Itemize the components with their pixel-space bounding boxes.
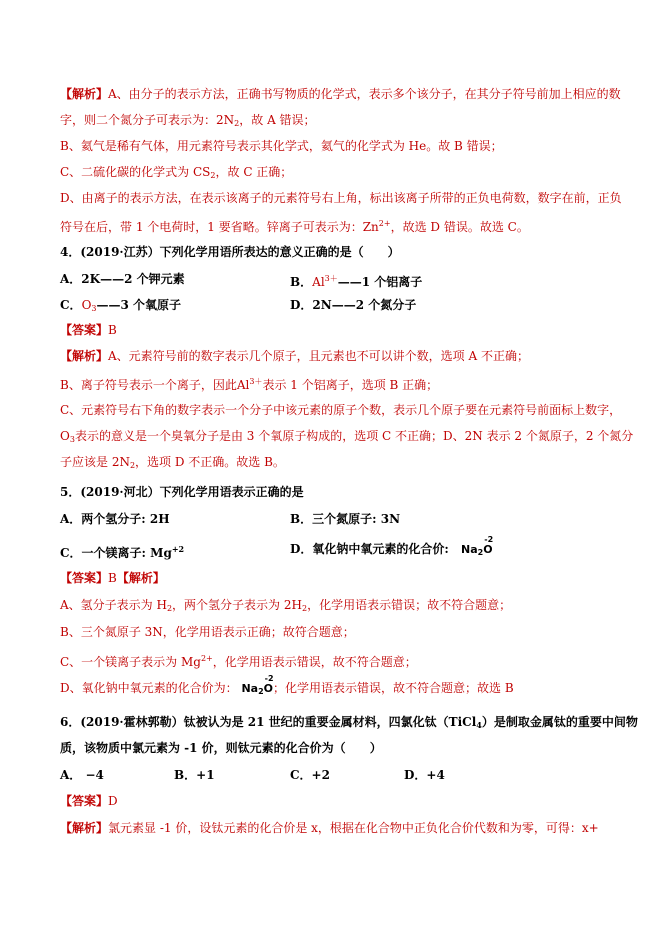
q5-stem: 5．(2019·河北）下列化学用语表示正确的是 xyxy=(60,485,304,499)
q4-stem: 4．(2019·江苏）下列化学用语所表达的意义正确的是（ ） xyxy=(60,245,400,259)
q6-option-c: C．+2 xyxy=(290,768,330,782)
q6-analysis-line1: 【解析】氯元素显 -1 价，设钛元素的化合价是 x，根据在化合物中正负化合价代数和为零，可得：x+ xyxy=(60,821,599,835)
q6-option-b: B．+1 xyxy=(174,768,215,782)
q5-option-c: C．一个镁离子: $Mg^{+2}$ xyxy=(60,544,185,560)
q4-answer: 【答案】B xyxy=(60,323,117,337)
q4-analysis-line1: 【解析】A、元素符号前的数字表示几个原子，且元素也不可以讲个数，选项 A 不正确； xyxy=(60,349,529,363)
q5-option-d: D．氧化钠中氧元素的化合价: $Na_2$ -2 O xyxy=(290,541,493,561)
q4-option-d: D．2N——2 个氮分子 xyxy=(290,298,417,312)
q4-analysis-line5: 子应该是 $2N_2$，选项 D 不正确。故选 B。 xyxy=(60,455,285,470)
q5-analysis-line2: B、三个氮原子 3N，化学用语表示正确；故符合题意； xyxy=(60,625,355,639)
q3-analysis-line2: 字，则二个氮分子可表示为：$2N_2$，故 A 错误； xyxy=(60,113,316,128)
q6-option-d: D．+4 xyxy=(404,768,445,782)
q4-option-a: A．2K——2 个钾元素 xyxy=(60,272,185,286)
analysis-tag: 【解析】 xyxy=(60,87,109,101)
q6-stem-line1: 6．(2019·霍林郭勒）钛被认为是 21 世纪的重要金属材料，四氯化钛（TiCl$_4$）是制取金属钛的重要中间物 xyxy=(60,715,638,730)
q3-analysis-line6: 符号在后，带 1 个电荷时，1 要省略。锌离子可表示为：$Zn^{2+}$，故选 D 错误。故选 C。 xyxy=(60,219,529,234)
na2o-formula: $Na_2$ -2 O xyxy=(461,535,494,557)
q3-analysis-line4: C、二硫化碳的化学式为 $CS_2$，故 C 正确； xyxy=(60,165,293,180)
q3-analysis-line1: 【解析】A、由分子的表示方法，正确书写物质的化学式，表示多个该分子，在其分子符号前加上相应的数 xyxy=(60,87,621,101)
q4-analysis-line4: $O_3$表示的意义是一个臭氧分子是由 3 个氧原子构成的，选项 C 不正确；D、2N 表示 2 个氮原子，2 个氮分 xyxy=(60,429,634,444)
q4-option-c: C．$O_3——3$ 个氧原子 xyxy=(60,298,182,313)
q5-option-b: B．三个氮原子: 3N xyxy=(290,512,401,526)
q4-analysis-line3: C、元素符号右下角的数字表示一个分子中该元素的原子个数，表示几个原子要在元素符号前面标上数字， xyxy=(60,403,622,417)
q5-analysis-line4: D、氧化钠中氧元素的化合价为： $Na_2$ -2 O；化学用语表示错误，故不符合题意；故选 B xyxy=(60,680,620,700)
answer-tag: 【答案】 xyxy=(60,323,109,337)
q5-answer: 【答案】B【解析】 xyxy=(60,571,165,585)
q5-analysis-line3: C、一个镁离子表示为 $Mg^{2+}$，化学用语表示错误，故不符合题意； xyxy=(60,654,417,669)
q6-option-a: A． −4 xyxy=(60,768,104,782)
q5-option-a: A．两个氢分子: 2H xyxy=(60,512,170,526)
q6-stem-line2: 质，该物质中氯元素为 -1 价，则钛元素的化合价为（ ） xyxy=(60,741,382,755)
q5-analysis-line1: A、氢分子表示为 $H_2$，两个氢分子表示为 $2H_2$，化学用语表示错误；故不符合题意； xyxy=(60,598,512,613)
q4-option-b: B．$Al^{3+}——1$ 个铝离子 xyxy=(290,274,423,289)
q6-answer: 【答案】D xyxy=(60,794,118,808)
q3-analysis-line3: B、氦气是稀有气体，用元素符号表示其化学式，氦气的化学式为 He。故 B 错误； xyxy=(60,139,503,153)
q4-analysis-line2: B、离子符号表示一个离子，因此$Al^{3+}$表示 1 个铝离子，选项 B 正确； xyxy=(60,377,439,392)
na2o-formula-analysis: $Na_2$ -2 O xyxy=(241,674,274,696)
q3-analysis-line5: D、由离子的表示方法，在表示该离子的元素符号右上角，标出该离子所带的正负电荷数，数字在前，正负 xyxy=(60,191,622,205)
